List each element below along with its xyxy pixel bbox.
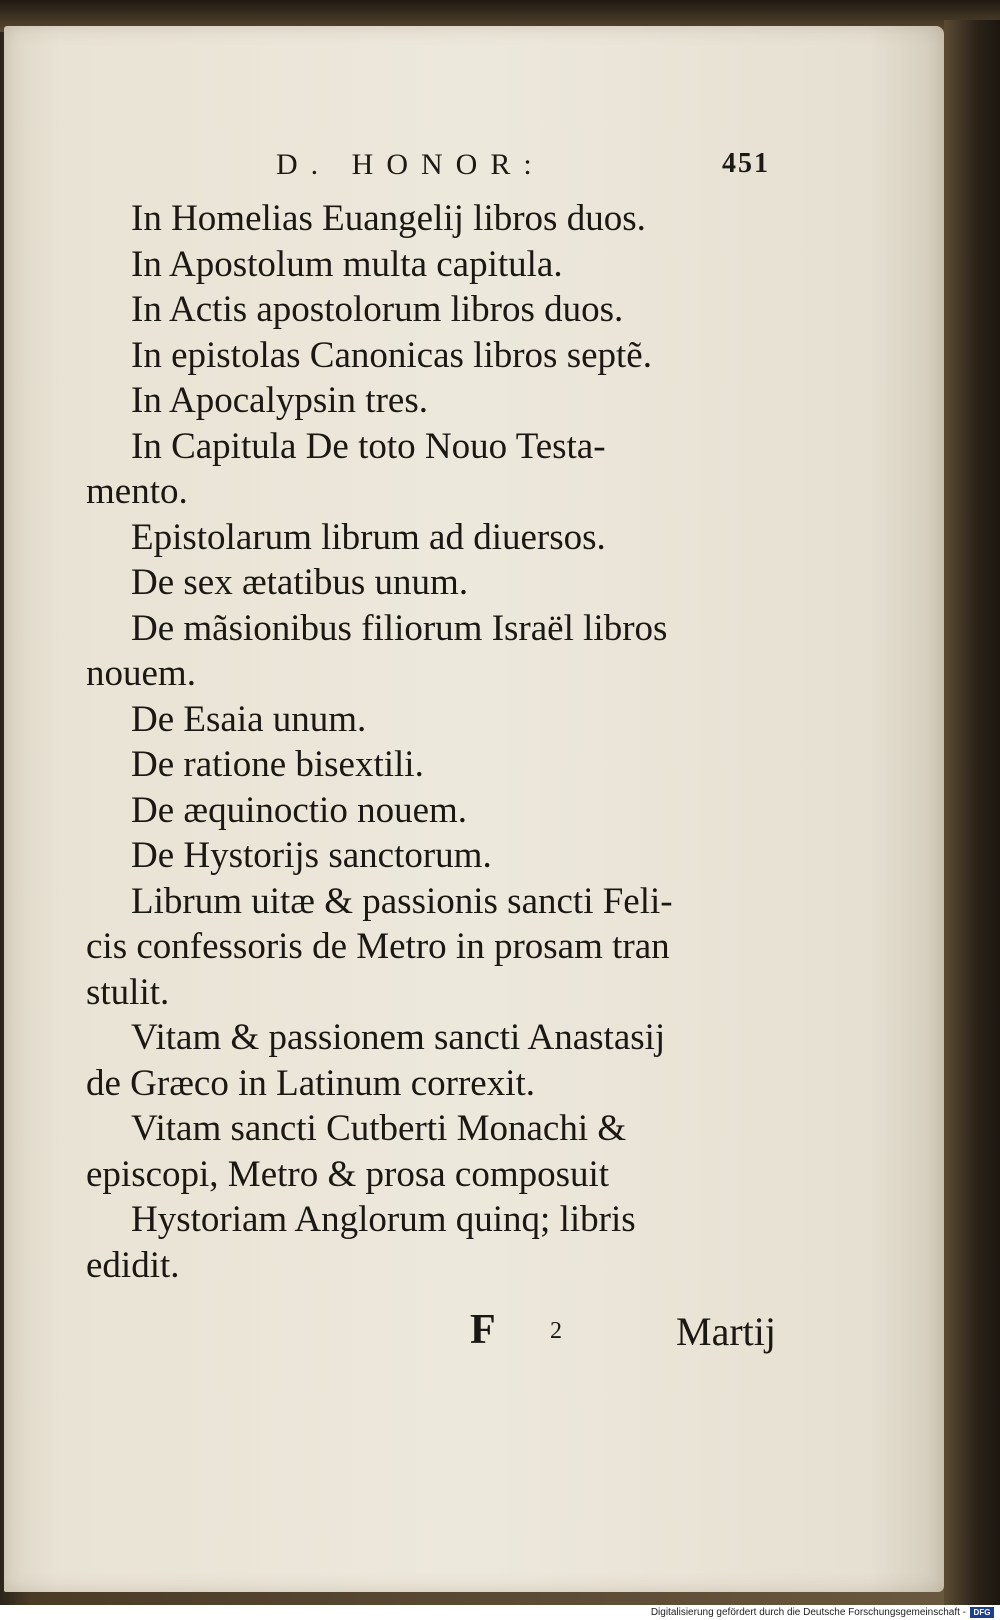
- text-line: Epistolarum librum ad diuersos.: [131, 516, 606, 558]
- text-line: De Hystorijs sanctorum.: [131, 835, 492, 876]
- text-line: Librum uitæ & passionis sancti Feli-: [131, 880, 673, 922]
- text-line: In Actis apostolorum libros duos.: [131, 289, 624, 330]
- text-line: Vitam & passionem sancti Anastasij: [131, 1017, 666, 1058]
- page-footer: [470, 1306, 776, 1356]
- text-line: De ratione bisextili.: [131, 744, 424, 785]
- text-line: De mãsionibus filiorum Israël libros: [131, 607, 668, 649]
- text-line: In epistolas Canonicas libros septẽ.: [131, 334, 652, 376]
- signature-mark: F: [470, 1307, 496, 1353]
- text-line: De æquinoctio nouem.: [131, 789, 468, 831]
- text-line: In Capitula De toto Nouo Testa-: [131, 425, 606, 467]
- text-line: Vitam sancti Cutberti Monachi &: [131, 1108, 627, 1149]
- catchword: Martij: [676, 1309, 776, 1354]
- text-line: In Homelias Euangelij libros duos.: [131, 198, 646, 239]
- page-number: 451: [722, 148, 770, 179]
- text-line: mento.: [86, 471, 188, 512]
- text-line: de Græco in Latinum correxit.: [86, 1062, 536, 1104]
- page-header: [276, 148, 776, 188]
- text-line: Hystoriam Anglorum quinq; libris: [131, 1199, 636, 1240]
- dfg-logo: DFG: [970, 1607, 994, 1618]
- text-line: De Esaia unum.: [131, 698, 367, 740]
- signature-number: 2: [550, 1318, 562, 1344]
- text-line: stulit.: [86, 971, 170, 1013]
- running-title: D. HONOR:: [276, 148, 545, 181]
- digitization-credit: Digitalisierung gefördert durch die Deutsche Forschungsgemeinschaft -: [650, 1607, 966, 1618]
- text-line: In Apostolum multa capitula.: [131, 243, 563, 285]
- text-line: In Apocalypsin tres.: [131, 380, 428, 421]
- text-block: [86, 196, 776, 1288]
- text-line: episcopi, Metro & prosa composuit: [86, 1153, 610, 1195]
- text-line: cis confessoris de Metro in prosam tran: [86, 926, 670, 967]
- text-line: nouem.: [86, 653, 196, 694]
- text-line: edidit.: [86, 1244, 180, 1286]
- text-line: De sex ætatibus unum.: [131, 562, 469, 603]
- book-right-edge: [944, 20, 1000, 1605]
